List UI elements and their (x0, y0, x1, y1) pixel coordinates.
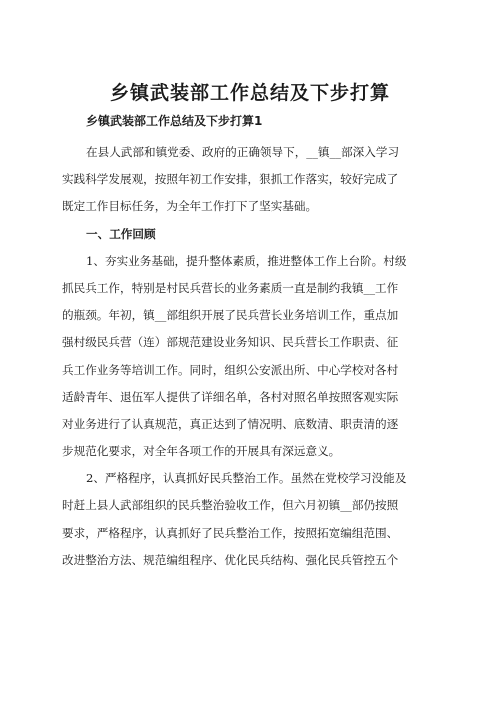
body-text-line: 的瓶颈。年初，镇__部组织开展了民兵营长业务培训工作，重点加 (62, 308, 399, 323)
body-text-line: 在县人武部和镇党委、政府的正确领导下，__镇__部深入学习 (86, 145, 400, 159)
body-text-line: 对业务进行了认真规范，真正达到了情况明、底数清、职责清的逐 (62, 416, 399, 431)
body-text-line: 实践科学发展观，按照年初工作安排，狠抓工作落实，较好完成了 (62, 172, 399, 187)
body-text-line: 改进整治方法、规范编组程序、优化民兵结构、强化民兵管控五个 (62, 552, 399, 567)
document-subtitle: 乡镇武装部工作总结及下步打算1 (86, 114, 263, 128)
body-text-line: 2、严格程序，认真抓好民兵整治工作。虽然在党校学习没能及 (86, 471, 407, 486)
body-text-line: 适龄青年、退伍军人提供了详细名单，各村对照名单按照客观实际 (62, 389, 399, 404)
body-text-line: 步规范化要求，对全年各项工作的开展具有深远意义。 (62, 444, 341, 459)
section-heading: 一、工作回顾 (86, 226, 156, 241)
document-title: 乡镇武装部工作总结及下步打算 (109, 82, 390, 104)
body-text-line: 抓民兵工作，特别是村民兵营长的业务素质一直是制约我镇__工作 (62, 280, 399, 295)
body-text-line: 1、夯实业务基础，提升整体素质，推进整体工作上台阶。村级 (86, 253, 407, 268)
body-text-line: 时赶上县人武部组织的民兵整治验收工作，但六月初镇__部仍按照 (62, 498, 399, 513)
document-body (62, 139, 434, 574)
body-text-line: 强村级民兵营（连）部规范建设业务知识、民兵营长工作职责、征 (62, 335, 399, 350)
body-text-line: 兵工作业务等培训工作。同时，组织公安派出所、中心学校对各村 (62, 362, 399, 377)
body-text-line: 要求，严格程序，认真抓好了民兵整治工作，按照拓宽编组范围、 (62, 525, 399, 540)
body-text-line: 既定工作目标任务，为全年工作打下了坚实基础。 (62, 199, 318, 214)
